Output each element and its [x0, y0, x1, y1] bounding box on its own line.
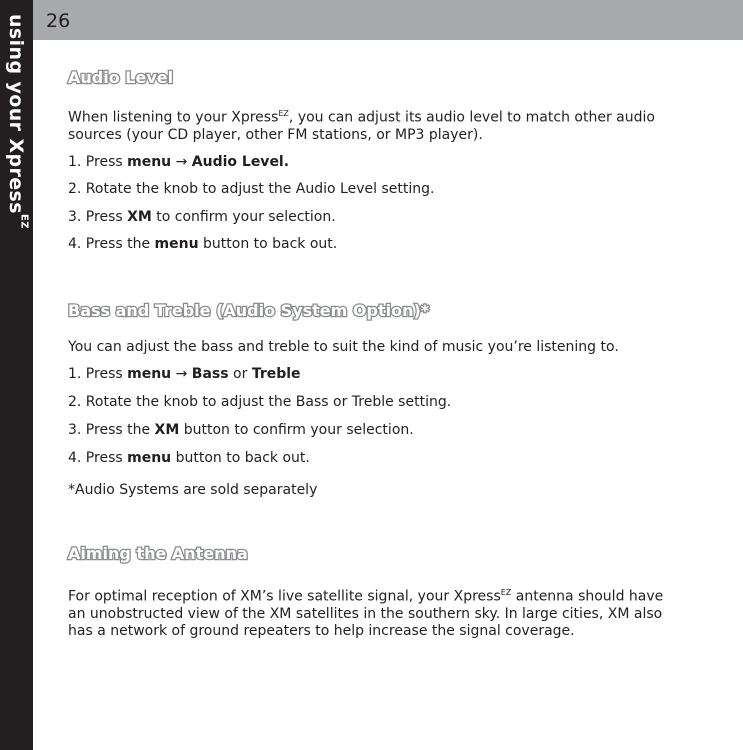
sidebar-title: using your Xpress$^{EZ}$: [5, 14, 30, 229]
sidebar: [0, 0, 33, 750]
bass-treble-step-4: 4. Press menu button to back out.: [68, 450, 310, 466]
bass-treble-step-1: 1. Press menu → Bass or Treble: [68, 366, 301, 382]
aiming-antenna-heading: Aiming the Antenna: [68, 544, 248, 563]
bass-treble-intro: You can adjust the bass and treble to suit the kind of music you’re listening to.: [68, 339, 619, 355]
audio-level-step-1: 1. Press menu → Audio Level.: [68, 154, 290, 170]
footnote: *Audio Systems are sold separately: [68, 482, 318, 498]
aiming-antenna-text: For optimal reception of XM’s live satellite signal, your Xpress$^{EZ}$ antenna should have an unobstructed view of the XM satellites in the southern sky. In large cities, XM also has a network of ground repeaters to help increase the signal coverage.: [68, 588, 664, 639]
bass-treble-step-3: 3. Press the XM button to confirm your selection.: [68, 422, 414, 438]
bass-treble-heading: Bass and Treble (Audio System Option)*: [68, 301, 430, 320]
audio-level-step-3: 3. Press XM to confirm your selection.: [68, 209, 336, 225]
audio-level-intro: When listening to your Xpress$^{EZ}$, you can adjust its audio level to match other audio sources (your CD player, other FM stations, or MP3 player).: [68, 109, 655, 143]
audio-level-heading: Audio Level: [68, 68, 174, 87]
audio-level-step-2: 2. Rotate the knob to adjust the Audio Level setting.: [68, 181, 435, 197]
audio-level-step-4: 4. Press the menu button to back out.: [68, 236, 338, 252]
bass-treble-step-2: 2. Rotate the knob to adjust the Bass or Treble setting.: [68, 394, 452, 410]
header-bar: [33, 0, 743, 40]
page-number: 26: [46, 10, 71, 32]
